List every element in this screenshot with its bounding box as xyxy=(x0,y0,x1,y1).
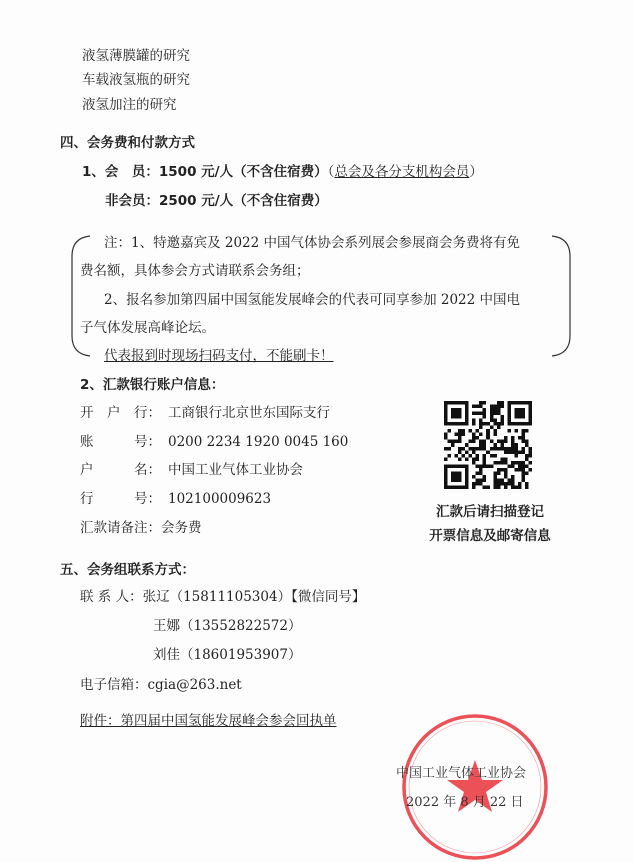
qr-module xyxy=(483,464,487,468)
qr-module xyxy=(497,422,501,426)
qr-module xyxy=(528,447,532,451)
qr-module xyxy=(479,433,483,437)
qr-module xyxy=(462,433,466,437)
qr-module xyxy=(528,450,532,454)
qr-module xyxy=(497,485,501,489)
qr-module xyxy=(521,478,525,482)
qr-module xyxy=(507,429,511,433)
qr-module xyxy=(521,450,525,454)
qr-module xyxy=(479,468,483,472)
qr-module xyxy=(497,468,501,472)
qr-module xyxy=(476,457,480,461)
qr-module xyxy=(476,454,480,458)
qr-module xyxy=(507,422,532,426)
qr-module xyxy=(479,405,483,409)
qr-module xyxy=(514,443,518,447)
qr-module xyxy=(483,485,487,489)
qr-module xyxy=(518,461,522,465)
qr-module xyxy=(462,447,466,451)
qr-module xyxy=(472,422,476,426)
qr-module xyxy=(525,440,529,444)
qr-module xyxy=(458,433,462,437)
qr-module xyxy=(479,471,483,475)
qr-module xyxy=(493,408,497,412)
qr-module xyxy=(514,468,518,472)
qr-module xyxy=(507,401,532,405)
qr-module xyxy=(518,482,522,486)
nonmember-fee: 非会员：2500 元/人（不含住宿费） xyxy=(105,193,328,209)
qr-module xyxy=(490,440,494,444)
qr-module xyxy=(472,447,476,451)
qr-module xyxy=(511,461,515,465)
qr-module xyxy=(490,415,494,419)
qr-caption: 汇款后请扫描登记 xyxy=(436,504,544,520)
qr-module xyxy=(469,440,473,444)
official-seal xyxy=(400,712,550,862)
qr-module xyxy=(483,401,487,405)
qr-module xyxy=(497,405,501,409)
qr-module xyxy=(500,401,504,405)
qr-module xyxy=(448,454,452,458)
qr-module xyxy=(528,461,532,465)
topic-item: 液氢薄膜罐的研究 xyxy=(82,48,190,64)
qr-module xyxy=(525,457,529,461)
qr-module xyxy=(472,450,476,454)
bank-title: 2、汇款银行账户信息： xyxy=(80,377,225,393)
qr-module xyxy=(479,426,483,430)
qr-module xyxy=(497,461,501,465)
member-fee: 1、会 员：1500 元/人（不含住宿费） xyxy=(82,164,328,180)
qr-module xyxy=(507,401,511,426)
qr-module xyxy=(500,443,504,447)
qr-module xyxy=(514,454,518,458)
qr-module xyxy=(514,408,525,419)
qr-module xyxy=(476,478,480,482)
qr-module xyxy=(504,440,508,444)
qr-module xyxy=(521,461,525,465)
bank-value: 工商银行北京世东国际支行 xyxy=(168,405,330,421)
qr-module xyxy=(472,457,476,461)
qr-module xyxy=(483,461,487,465)
qr-module xyxy=(486,464,490,468)
qr-module xyxy=(493,485,497,489)
note-line: 子气体发展高峰论坛。 xyxy=(80,320,215,336)
qr-module xyxy=(451,443,455,447)
qr-module xyxy=(493,419,497,423)
qr-module xyxy=(476,447,480,451)
qr-module xyxy=(511,447,515,451)
qr-caption: 开票信息及邮寄信息 xyxy=(429,528,551,544)
qr-module xyxy=(511,443,515,447)
qr-module xyxy=(444,401,469,405)
qr-module xyxy=(490,426,494,430)
qr-module xyxy=(518,485,522,489)
qr-module xyxy=(521,433,525,437)
signature-date: 2022 年 8 月 22 日 xyxy=(406,795,524,810)
qr-module xyxy=(444,464,448,489)
qr-module xyxy=(528,468,532,472)
qr-module xyxy=(455,440,459,444)
qr-module xyxy=(469,454,473,458)
qr-module xyxy=(444,433,448,437)
qr-module xyxy=(476,471,480,475)
qr-module xyxy=(493,461,497,465)
bank-value: 中国工业气体工业协会 xyxy=(168,462,303,478)
qr-module xyxy=(497,482,501,486)
qr-module xyxy=(479,482,483,486)
topic-item: 液氢加注的研究 xyxy=(82,97,177,113)
qr-module xyxy=(521,475,525,479)
qr-module xyxy=(451,471,462,482)
qr-module xyxy=(493,433,497,437)
qr-module xyxy=(486,485,490,489)
qr-module xyxy=(507,450,511,454)
qr-module xyxy=(472,461,476,465)
qr-module xyxy=(500,468,504,472)
qr-module xyxy=(472,436,476,440)
qr-module xyxy=(497,440,501,444)
qr-module xyxy=(472,405,476,409)
qr-module xyxy=(458,440,462,444)
qr-module xyxy=(472,419,476,423)
bank-label: 户 名： xyxy=(80,462,161,478)
qr-module xyxy=(479,443,483,447)
qr-module xyxy=(444,464,469,468)
qr-module xyxy=(497,471,501,475)
bank-row xyxy=(80,490,271,508)
qr-module xyxy=(476,412,480,416)
qr-module xyxy=(448,447,452,451)
qr-module xyxy=(525,429,529,433)
bank-label: 行 号： xyxy=(80,491,161,507)
qr-module xyxy=(479,419,483,423)
qr-module xyxy=(476,482,480,486)
qr-module xyxy=(444,485,469,489)
qr-module xyxy=(493,443,497,447)
qr-module xyxy=(493,405,497,409)
qr-module xyxy=(483,443,487,447)
qr-module xyxy=(493,475,497,479)
bank-label: 开 户 行： xyxy=(80,405,161,421)
qr-module xyxy=(490,464,494,468)
note-line: 费名额，具体参会方式请联系会务组； xyxy=(80,263,310,279)
qr-module xyxy=(521,447,525,451)
qr-module xyxy=(521,436,525,440)
qr-module xyxy=(514,461,518,465)
qr-module xyxy=(493,447,497,451)
qr-module xyxy=(476,429,480,433)
signature-org: 中国工业气体工业协会 xyxy=(396,766,527,781)
qr-module xyxy=(507,447,511,451)
qr-module xyxy=(500,405,504,409)
qr-module xyxy=(514,447,518,451)
qr-module xyxy=(511,464,515,468)
qr-module xyxy=(472,485,476,489)
member-note: 总会及各分支机构会员 xyxy=(334,164,470,180)
qr-module xyxy=(514,429,518,433)
qr-module xyxy=(483,408,487,412)
qr-module xyxy=(444,401,448,426)
qr-module xyxy=(504,457,508,461)
bank-row xyxy=(80,461,303,479)
qr-module xyxy=(490,419,494,423)
section-4-title: 四、会务费和付款方式 xyxy=(60,135,195,151)
note-line: 注：1、特邀嘉宾及 2022 中国气体协会系列展会参展商会务费将有免 xyxy=(104,235,521,251)
member-fee-line: 1、会 员：1500 元/人（不含住宿费）（总会及各分支机构会员） xyxy=(82,164,483,180)
qr-module xyxy=(518,464,522,468)
qr-module xyxy=(500,415,504,419)
qr-module xyxy=(455,433,459,437)
qr-module xyxy=(486,450,490,454)
qr-module xyxy=(504,482,508,486)
qr-module xyxy=(500,440,504,444)
qr-module xyxy=(483,412,487,416)
bank-row xyxy=(80,433,348,451)
qr-module xyxy=(479,401,483,405)
qr-module xyxy=(479,440,483,444)
qr-module xyxy=(504,450,508,454)
qr-module xyxy=(444,457,448,461)
qr-module xyxy=(525,454,529,458)
qr-module xyxy=(493,478,497,482)
qr-module xyxy=(444,447,448,451)
qr-module xyxy=(525,471,529,475)
contact-row xyxy=(80,588,365,606)
qr-module xyxy=(500,447,504,451)
qr-module xyxy=(521,464,525,468)
qr-module xyxy=(497,408,501,412)
qr-module xyxy=(497,478,501,482)
qr-module xyxy=(486,422,490,426)
contact-item: 张辽（15811105304）【微信同号】 xyxy=(142,589,366,605)
qr-module xyxy=(476,464,480,468)
qr-module xyxy=(500,422,504,426)
qr-module xyxy=(444,422,469,426)
qr-module xyxy=(521,440,525,444)
qr-module xyxy=(511,478,515,482)
qr-module xyxy=(497,412,501,416)
qr-module xyxy=(476,436,480,440)
qr-module xyxy=(518,436,522,440)
qr-module xyxy=(490,408,494,412)
qr-module xyxy=(458,450,462,454)
qr-module xyxy=(465,464,469,489)
qr-module xyxy=(521,429,525,433)
qr-module xyxy=(511,440,515,444)
qr-module xyxy=(511,475,515,479)
qr-module xyxy=(528,401,532,426)
qr-module xyxy=(493,482,497,486)
qr-module xyxy=(504,485,508,489)
qr-module xyxy=(497,426,501,430)
qr-module xyxy=(472,475,476,479)
qr-module xyxy=(507,464,511,468)
payment-warning: 代表报到时现场扫码支付，不能刷卡！ xyxy=(104,348,334,364)
qr-module xyxy=(448,429,452,433)
qr-module xyxy=(444,436,448,440)
qr-module xyxy=(497,447,501,451)
qr-module xyxy=(504,468,508,472)
qr-module xyxy=(479,464,483,468)
qr-module xyxy=(472,412,476,416)
qr-module xyxy=(490,454,494,458)
qr-module xyxy=(448,440,452,444)
qr-module xyxy=(472,433,476,437)
qr-module xyxy=(504,436,508,440)
qr-module xyxy=(462,429,466,433)
remittance-remark: 汇款请备注：会务费 xyxy=(80,520,202,536)
qr-module xyxy=(500,482,504,486)
qr-module xyxy=(458,436,462,440)
qr-module xyxy=(458,429,462,433)
qr-module xyxy=(483,454,487,458)
qr-module xyxy=(514,450,518,454)
qr-module xyxy=(514,485,518,489)
qr-module xyxy=(521,468,525,472)
qr-module xyxy=(500,419,504,423)
qr-module xyxy=(451,408,462,419)
qr-module xyxy=(511,482,515,486)
qr-module xyxy=(493,471,497,475)
contact-item: 刘佳（18601953907） xyxy=(153,647,302,663)
qr-module xyxy=(493,429,497,433)
qr-module xyxy=(490,447,494,451)
qr-module xyxy=(469,447,473,451)
qr-module xyxy=(451,440,455,444)
bank-value: 102100009623 xyxy=(168,491,272,507)
bank-label: 账 号： xyxy=(80,434,161,450)
qr-module xyxy=(458,457,462,461)
qr-module xyxy=(493,422,497,426)
qr-module xyxy=(511,436,515,440)
qr-module xyxy=(458,447,462,451)
qr-module xyxy=(504,475,508,479)
qr-module xyxy=(511,450,515,454)
qr-module xyxy=(511,485,515,489)
qr-module xyxy=(479,422,483,426)
qr-module xyxy=(497,401,501,405)
bank-row xyxy=(80,404,330,422)
qr-module xyxy=(504,461,508,465)
qr-module xyxy=(500,478,504,482)
qr-module xyxy=(465,443,469,447)
qr-module xyxy=(479,412,483,416)
qr-module xyxy=(504,471,508,475)
qr-module xyxy=(479,478,483,482)
qr-module xyxy=(525,485,529,489)
qr-module xyxy=(483,457,487,461)
qr-module xyxy=(490,412,494,416)
qr-module xyxy=(493,454,497,458)
qr-module xyxy=(521,471,525,475)
qr-module xyxy=(483,422,487,426)
qr-module xyxy=(500,461,504,465)
contact-item: 王娜（13552822572） xyxy=(153,618,302,634)
qr-module xyxy=(483,475,487,479)
qr-module xyxy=(483,415,487,419)
qr-module xyxy=(476,405,480,409)
qr-module xyxy=(465,401,469,426)
email: 电子信箱：cgia@263.net xyxy=(80,677,242,693)
qr-module xyxy=(493,412,497,416)
qr-module xyxy=(465,457,469,461)
qr-module xyxy=(486,433,490,437)
note-line: 2、报名参加第四届中国氢能发展峰会的代表可同享参加 2022 中国电 xyxy=(104,292,521,308)
qr-module xyxy=(486,429,490,433)
qr-module xyxy=(518,468,522,472)
qr-module xyxy=(469,429,473,433)
contact-label: 联 系 人： xyxy=(80,589,143,605)
attachment-link[interactable]: 附件：第四届中国氢能发展峰会参会回执单 xyxy=(80,713,337,729)
qr-module xyxy=(462,454,466,458)
qr-module xyxy=(528,454,532,458)
qr-module xyxy=(479,447,483,451)
qr-module xyxy=(483,478,487,482)
qr-module xyxy=(472,440,476,444)
section-5-title: 五、会务组联系方式： xyxy=(60,562,195,578)
qr-code[interactable] xyxy=(444,401,532,489)
qr-module xyxy=(525,443,529,447)
qr-module xyxy=(472,482,476,486)
qr-module xyxy=(507,482,511,486)
qr-module xyxy=(483,447,487,451)
topic-item: 车载液氢瓶的研究 xyxy=(82,72,190,88)
qr-module xyxy=(525,482,529,486)
qr-module xyxy=(500,457,504,461)
qr-module xyxy=(507,478,511,482)
qr-module xyxy=(490,405,494,409)
qr-module xyxy=(455,454,459,458)
bank-value: 0200 2234 1920 0045 160 xyxy=(168,434,349,450)
qr-module xyxy=(486,436,490,440)
qr-module xyxy=(525,464,529,468)
qr-module xyxy=(465,450,469,454)
qr-module xyxy=(504,447,508,451)
qr-module xyxy=(483,440,487,444)
qr-module xyxy=(518,450,522,454)
